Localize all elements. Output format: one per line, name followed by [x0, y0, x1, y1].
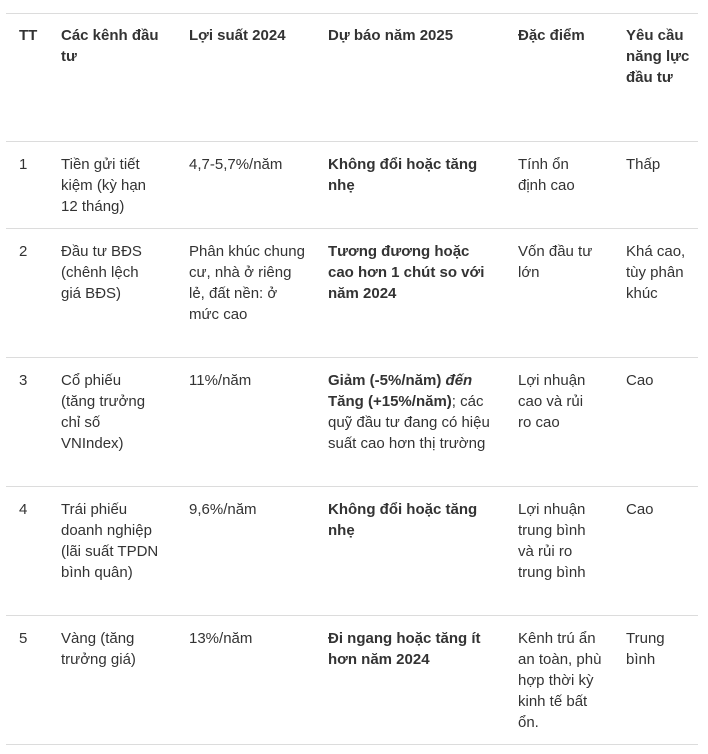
row-capability: Thấp: [626, 156, 661, 173]
forecast-increase: Tăng (+15%/năm): [328, 393, 452, 410]
row-tt: 1: [19, 156, 28, 173]
row-tt: 5: [19, 630, 28, 647]
header-tt: TT: [19, 27, 38, 44]
header-channel: Các kênh đầu tư: [61, 27, 159, 65]
row-capability: Khá cao, tùy phân khúc: [626, 243, 686, 302]
row-yield: 9,6%/năm: [189, 501, 257, 518]
row-tt: 4: [19, 501, 28, 518]
row-channel: Trái phiếu doanh nghiệp (lãi suất TPDN bình quân): [61, 501, 159, 581]
row-forecast: Không đổi hoặc tăng nhẹ: [328, 501, 478, 539]
forecast-decrease: Giảm (-5%/năm): [328, 372, 442, 389]
row-features: Vốn đầu tư lớn: [518, 243, 593, 281]
header-yield-2024: Lợi suất 2024: [189, 27, 286, 44]
row-channel: Tiền gửi tiết kiệm (kỳ hạn 12 tháng): [61, 156, 147, 215]
row-capability: Cao: [626, 372, 654, 389]
table-bottom-border: [6, 744, 698, 745]
header-capability: Yêu cầu năng lực đầu tư: [626, 27, 690, 86]
row-capability: Cao: [626, 501, 654, 518]
row-yield: 4,7-5,7%/năm: [189, 156, 283, 173]
row-channel: Đầu tư BĐS (chênh lệch giá BĐS): [61, 243, 142, 302]
row-divider: [6, 486, 698, 487]
row-tt: 3: [19, 372, 28, 389]
row-forecast: Không đổi hoặc tăng nhẹ: [328, 156, 478, 194]
row-divider: [6, 615, 698, 616]
header-forecast-2025: Dự báo năm 2025: [328, 27, 454, 44]
row-forecast: [328, 370, 500, 454]
header-features: Đặc điểm: [518, 27, 585, 44]
row-tt: 2: [19, 243, 28, 260]
row-features: Tính ổn định cao: [518, 156, 575, 194]
forecast-to: đến: [441, 372, 473, 389]
row-capability: Trung bình: [626, 630, 665, 668]
row-yield: Phân khúc chung cư, nhà ở riêng lẻ, đất nền: ở mức cao: [189, 243, 305, 323]
header-divider: [6, 141, 698, 142]
row-yield: 13%/năm: [189, 630, 253, 647]
row-features: Kênh trú ẩn an toàn, phù hợp thời kỳ kinh tế bất ổn.: [518, 630, 602, 731]
row-features: Lợi nhuận trung bình và rủi ro trung bình: [518, 501, 586, 581]
row-yield: 11%/năm: [189, 372, 252, 389]
row-divider: [6, 228, 698, 229]
row-features: Lợi nhuận cao và rủi ro cao: [518, 372, 586, 431]
row-forecast: Đi ngang hoặc tăng ít hơn năm 2024: [328, 630, 481, 668]
row-channel: Vàng (tăng trưởng giá): [61, 630, 136, 668]
row-forecast: Tương đương hoặc cao hơn 1 chút so với năm 2024: [328, 243, 485, 302]
table-top-border: [6, 13, 698, 14]
row-channel: Cổ phiếu (tăng trưởng chỉ số VNIndex): [61, 372, 146, 452]
forecast-note: ; các quỹ đầu tư đang có hiệu suất cao hơn thị trường: [328, 393, 490, 452]
row-divider: [6, 357, 698, 358]
